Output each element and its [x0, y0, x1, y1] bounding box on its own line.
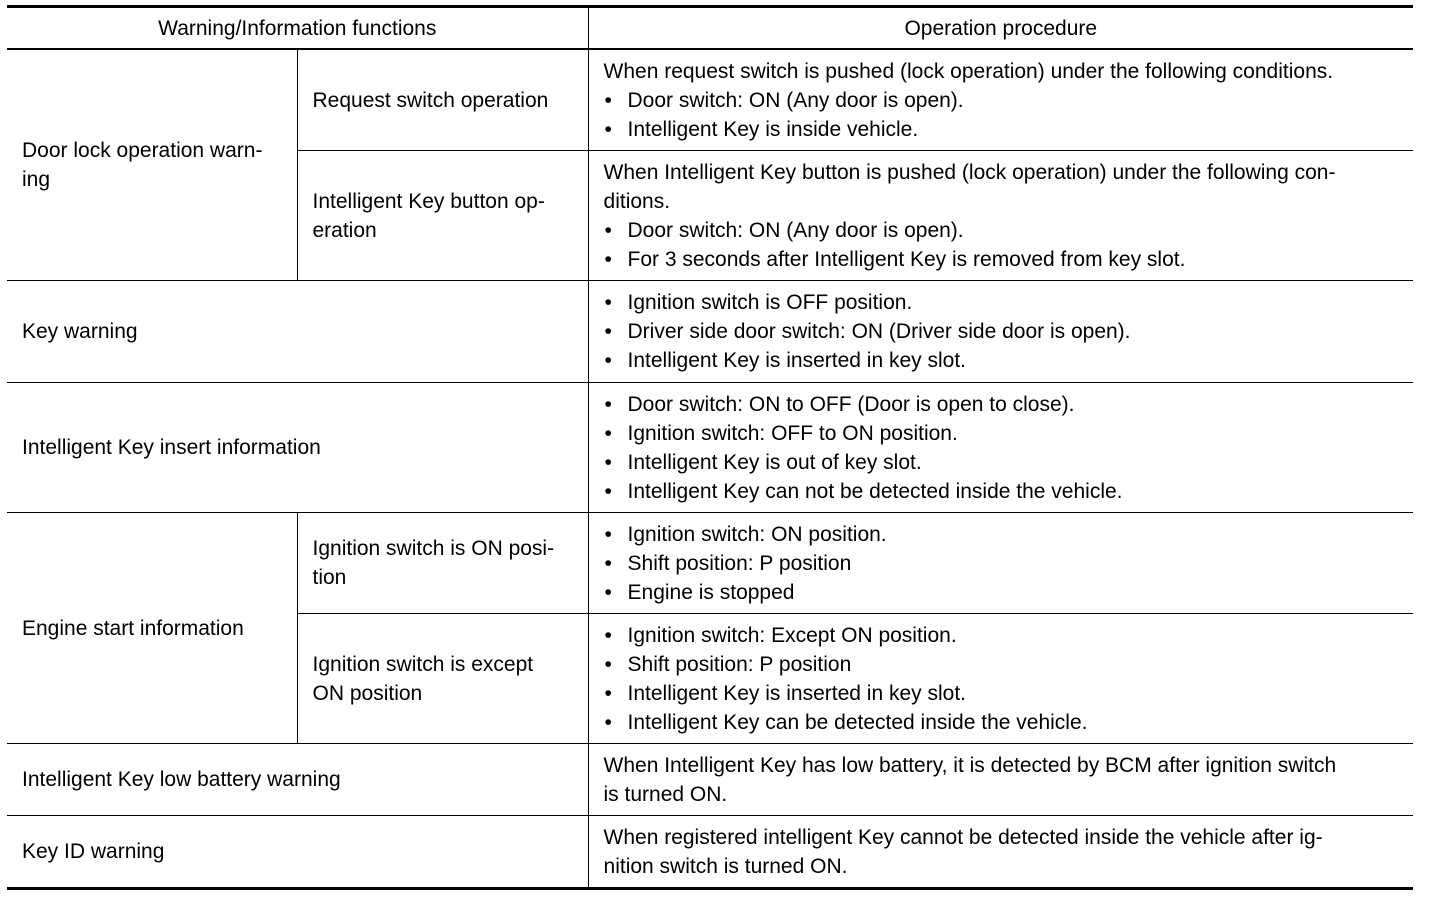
header-functions: Warning/Information functions — [7, 7, 588, 50]
list-item: • Engine is stopped — [604, 578, 1406, 607]
list-item: • For 3 seconds after Intelligent Key is removed from key slot. — [604, 245, 1406, 274]
condition-name: Ignition switch is except ON position — [312, 652, 534, 705]
list-item: • Driver side door switch: ON (Driver side door is open). — [604, 317, 1406, 346]
function-name: Door lock operation warn- ing — [22, 139, 263, 191]
header-procedure: Operation procedure — [588, 7, 1413, 50]
list-item: • Ignition switch is OFF position. — [604, 288, 1406, 317]
list-item: • Door switch: ON (Any door is open). — [604, 86, 1406, 115]
condition-name: Intelligent Key button op- eration — [312, 189, 545, 242]
function-name: Key ID warning — [22, 840, 165, 863]
function-cell — [7, 744, 588, 816]
procedure-cell — [588, 816, 1413, 889]
warning-functions-table — [7, 5, 1413, 890]
list-item: • Shift position: P position — [604, 549, 1406, 578]
table-row — [7, 49, 1413, 151]
function-name: Engine start information — [22, 616, 244, 640]
procedure-list — [604, 288, 1406, 375]
list-item: • Intelligent Key is out of key slot. — [604, 448, 1406, 477]
procedure-cell — [588, 513, 1413, 614]
function-cell — [7, 816, 588, 889]
list-item: • Intelligent Key can not be detected inside the vehicle. — [604, 477, 1406, 506]
procedure-intro: When Intelligent Key button is pushed (lock operation) under the following con- ditions. — [603, 160, 1336, 213]
function-cell — [7, 383, 588, 513]
procedure-cell — [588, 49, 1413, 151]
procedure-intro: When request switch is pushed (lock operation) under the following conditions. — [603, 59, 1334, 83]
procedure-intro: When registered intelligent Key cannot be detected inside the vehicle after ig- nition switch is turned ON. — [603, 825, 1323, 878]
condition-cell — [297, 49, 588, 151]
list-item: • Intelligent Key is inserted in key slot. — [604, 346, 1406, 375]
condition-cell — [297, 513, 588, 614]
function-cell — [7, 513, 297, 744]
table-row — [7, 513, 1413, 614]
table-row — [7, 281, 1413, 383]
function-name: Key warning — [22, 320, 138, 343]
condition-name: Ignition switch is ON posi- tion — [312, 537, 555, 589]
condition-name: Request switch operation — [312, 88, 549, 112]
procedure-cell — [588, 151, 1413, 281]
procedure-cell — [588, 383, 1413, 513]
list-item: • Door switch: ON (Any door is open). — [604, 216, 1406, 245]
function-cell — [7, 281, 588, 383]
list-item: • Door switch: ON to OFF (Door is open to close). — [604, 390, 1406, 419]
procedure-cell — [588, 614, 1413, 744]
procedure-list — [604, 390, 1406, 506]
table-row — [7, 744, 1413, 816]
table-row — [7, 383, 1413, 513]
condition-cell — [297, 151, 588, 281]
procedure-list — [604, 86, 1406, 144]
function-cell — [7, 49, 297, 281]
procedure-intro: When Intelligent Key has low battery, it is detected by BCM after ignition switch is turned ON. — [603, 753, 1337, 806]
list-item: • Shift position: P position — [604, 650, 1406, 679]
condition-cell — [297, 614, 588, 744]
procedure-list — [604, 621, 1406, 737]
list-item: • Ignition switch: ON position. — [604, 520, 1406, 549]
table-row — [7, 816, 1413, 889]
list-item: • Intelligent Key can be detected inside the vehicle. — [604, 708, 1406, 737]
function-name: Intelligent Key insert information — [22, 436, 321, 459]
function-name: Intelligent Key low battery warning — [22, 768, 341, 791]
list-item: • Intelligent Key is inside vehicle. — [604, 115, 1406, 144]
list-item: • Intelligent Key is inserted in key slot. — [604, 679, 1406, 708]
list-item: • Ignition switch: Except ON position. — [604, 621, 1406, 650]
table-header-row — [7, 7, 1413, 50]
procedure-list — [604, 520, 1406, 607]
procedure-list — [604, 216, 1406, 274]
procedure-cell — [588, 744, 1413, 816]
procedure-cell — [588, 281, 1413, 383]
list-item: • Ignition switch: OFF to ON position. — [604, 419, 1406, 448]
